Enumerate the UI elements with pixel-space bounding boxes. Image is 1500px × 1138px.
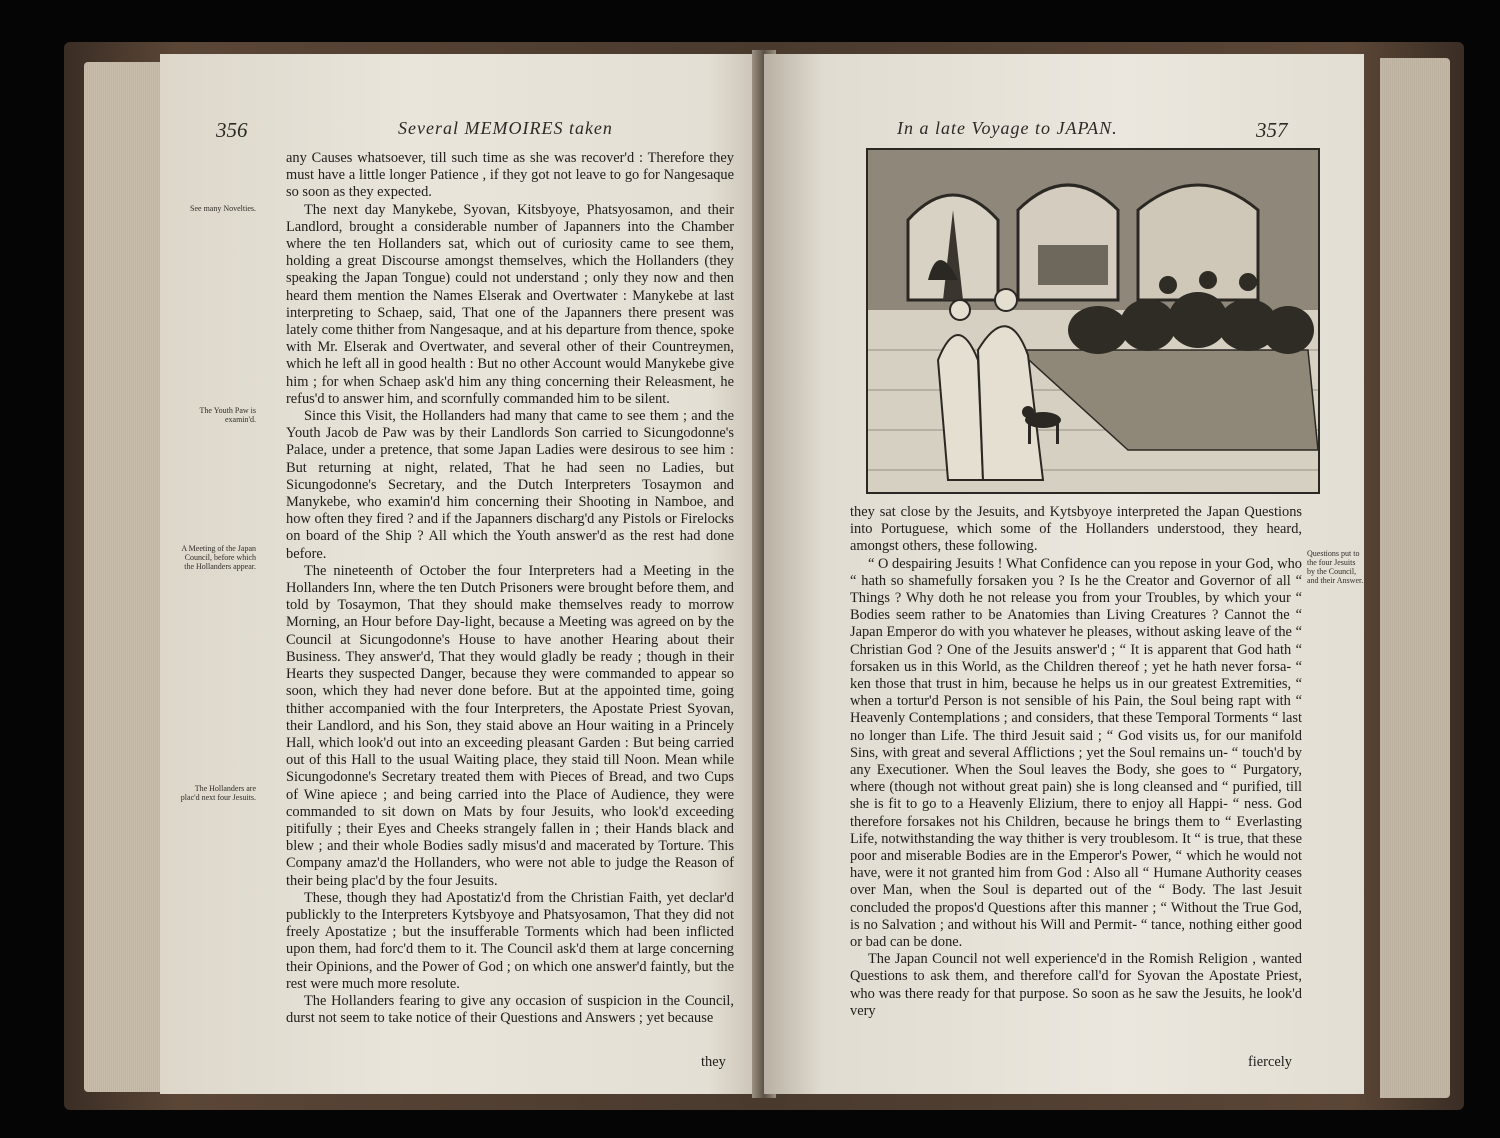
page-edges-left — [84, 62, 164, 1092]
right-catchword: fiercely — [1248, 1054, 1292, 1070]
right-running-title: In a late Voyage to JAPAN. — [897, 118, 1118, 138]
engraving-illustration-drawing — [868, 150, 1318, 492]
left-page — [160, 54, 782, 1094]
paragraph: The next day Manykebe, Syovan, Kitsbyoye, Phatsyosamon, and their Landlord, brought a considerable number of Japanners into the Chamber where the ten Hollanders sat, which out of curiosity came to see them, holding a great Discourse amongst themselves, which the Hollanders (they speaking the Japan Tongue) could not understand ; only they now and then heard them mention the Names Elserak and Overtwater : Manykebe at last interpreting to Schaep, said, That one of the Japanners there present was lately come thither from Nangesaque, and at his departure from thence, spoke with Mr. Elserak and Overtwater, and several other of their Countreymen, which he left all in good health : But no other Account would Manykebe give him ; for when Schaep ask'd him any thing concerning their Releasment, he refus'd to answer him, and scornfully commanded him to be silent. — [286, 201, 734, 407]
paragraph: The Hollanders fearing to give any occasion of suspicion in the Council, durst not seem to take notice of their Questions and Answers ; yet because — [286, 992, 734, 1027]
margin-note-questions: Questions put to the four Jesuits by the Council, and their Answer. — [1307, 549, 1364, 585]
left-catchword: they — [701, 1054, 726, 1070]
paragraph: The nineteenth of October the four Interpreters had a Meeting in the Hollanders Inn, where the ten Dutch Prisoners were brought before them, and told by Tosaymon, That they should make themselves ready to morrow Morning, an Hour before Day-light, because a Meeting was agreed on by the Council at Sicungodonne's House to have another Hearing about their Business. They answer'd, That they would gladly be ready ; though in their Hearts they suspected Danger, because they were commanded to appear so soon, which they had never done before. But at the appointed time, going thither accompanied with the four Interpreters, the Apostate Priest Syovan, their Landlord, and his Son, they staid above an Hour waiting in a Princely Hall, which look'd out into an exceeding pleasant Garden : But being carried out of this Hall to the usual Waiting place, they staid till Noon. Mean while Sicungodonne's Secretary treated them with Pieces of Bread, and two Cups of Wine apiece ; and being carried into the Place of Audience, they were commanded to sit down on Mats by four Jesuits, who look'd exceeding pitifully ; their Eyes and Cheeks strangely fallen in ; their Hands black and blew ; and their whole Bodies sadly misus'd and macerated by Torture. This Company amaz'd the Hollanders, who were not able to judge the Reason of their being plac'd by the four Jesuits. — [286, 562, 734, 889]
margin-note-council: A Meeting of the Japan Council, before which the Hollanders appear. — [181, 544, 256, 571]
right-page-number: 357 — [1256, 118, 1288, 142]
open-book — [64, 42, 1464, 1110]
left-running-title: Several MEMOIRES taken — [398, 118, 613, 138]
paragraph: These, though they had Apostatiz'd from the Christian Faith, yet declar'd publickly to the Interpreters Kytsbyoye and Phatsyosamon, That they did not freely Apostatize ; but the insufferable Torments which had been inflicted upon them, had forc'd them to it. The Council ask'd them at large concerning their Opinions, and the Power of God ; on which one answer'd faintly, but the rest were much more resolute. — [286, 889, 734, 992]
paragraph: any Causes whatsoever, till such time as she was recover'd : Therefore they must have a little longer Patience , if they got not leave to go for Nangesaque so soon as they expected. — [286, 150, 734, 201]
paragraph: they sat close by the Jesuits, and Kytsbyoye interpreted the Japan Questions into Portuguese, which some of the Hollanders understood, they heard, amongst others, these following. — [850, 504, 1302, 555]
margin-note-youth: The Youth Paw is examin'd. — [199, 406, 256, 424]
paragraph: The Japan Council not well experience'd in the Romish Religion , wanted Questions to ask them, and therefore call'd for Syovan the Apostate Priest, who was there ready for that purpose. So soon as he saw the Jesuits, he look'd very — [850, 951, 1302, 1019]
right-page — [764, 54, 1364, 1094]
page-edges-right — [1380, 58, 1450, 1098]
margin-note-jesuits: The Hollanders are plac'd next four Jesuits. — [180, 784, 256, 802]
left-text-column — [286, 150, 734, 1027]
paragraph: Since this Visit, the Hollanders had many that came to see them ; and the Youth Jacob de Paw was by their Landlords Son carried to Sicungodonne's Palace, under a pretence, that some Japan Ladies were desirous to see him : But returning at night, related, That he had seen no Ladies, but Sicungodonne's Secretary, and the Dutch Interpreters Tosaymon and Manykebe, who examin'd him concerning their Shooting in Namboe, and how often they fired ? and if the Japanners discharg'd any Pistols or Firelocks on board of the Ship ? All which the Youth answer'd as the rest had done before. — [286, 408, 734, 562]
margin-note-novelties: See many Novelties. — [190, 204, 256, 213]
left-page-number: 356 — [216, 118, 248, 142]
engraving-illustration — [866, 148, 1320, 494]
right-text-column — [850, 504, 1302, 1020]
paragraph: “ O despairing Jesuits ! What Confidence can you repose in your God, who “ hath so shamefully forsaken you ? Is he the Creator and Governor of all “ Things ? Why doth he not release you from your Troubles, by which your “ Bodies seem rather to be Anatomies than Living Creatures ? Cannot the “ Japan Emperor do with you whatever he pleases, without asking leave of the “ Christian God ? One of the Jesuits answer'd ; “ It is apparent that God hath “ forsaken us in this World, as the Children thereof ; yet he hath never forsa- “ ken those that trust in him, because he helps us in our greatest Extremities, “ when a tortur'd Person is not sensible of his Pain, the Soul being rapt with “ Heavenly Contemplations ; and considers, that these Temporal Torments “ last no longer than Life. The third Jesuit said ; “ God visits us, for our manifold Sins, with great and several Afflictions ; yet the Soul remains un- “ touch'd by any Executioner. When the Soul leaves the Body, she goes to “ Purgatory, where (though not without great pain) she is long cleansed and “ purified, till she is fit to go to a Heavenly Elizium, there to enjoy all Happi- “ ness. God therefore forsakes not his Children, because he brings them to “ Everlasting Life, notwithstanding the way thither is very troublesom. It “ is true, that these poor and miserable Bodies are in the Emperor's Power, “ which he would not have, were it not granted him from God : Also all “ Humane Authority ceases over Man, when the Soul is departed out of the “ Body. The last Jesuit concluded the propos'd Questions after this manner ; “ Without the True God, is no Salvation ; and without his Will and Permit- “ tance, nothing either good or bad can be done. — [850, 555, 1302, 951]
